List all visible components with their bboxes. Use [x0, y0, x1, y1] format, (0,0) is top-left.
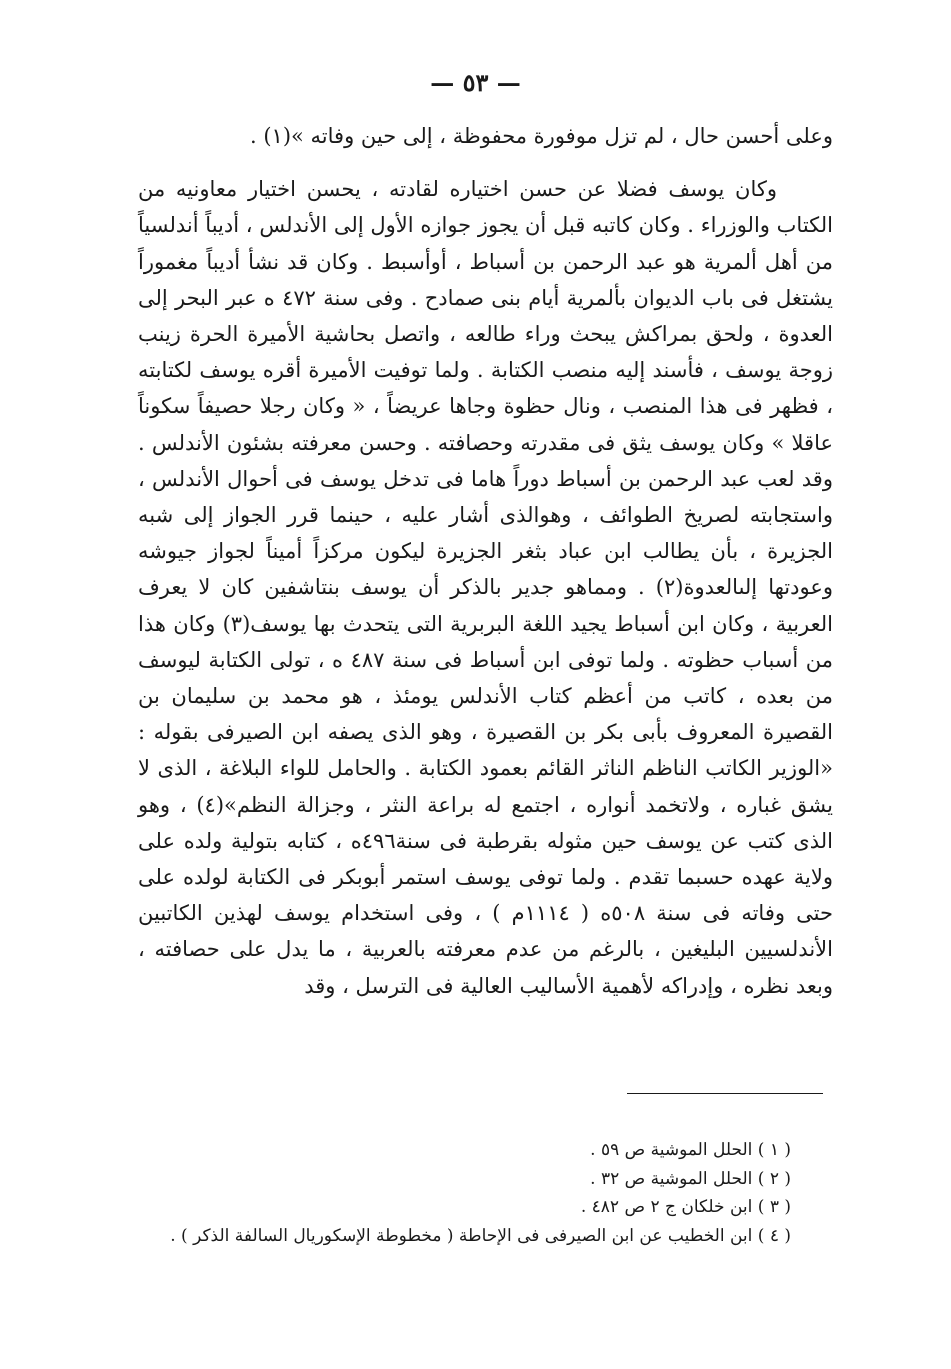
footnote-4: ( ٤ ) ابن الخطيب عن ابن الصيرفى فى الإحاطة ( مخطوطة الإسكوريال السالفة الذكر ) . [170, 1225, 791, 1246]
page-number: — ٥٣ — [430, 68, 521, 97]
paragraph-1: وعلى أحسن حال ، لم تزل موفورة محفوظة ، إلى حين وفاته »(١) . [250, 124, 833, 148]
footnote-1: ( ١ ) الحلل الموشية ص ٥٩ . [590, 1140, 791, 1160]
footnote-divider [627, 1093, 823, 1094]
paragraph-2: وكان يوسف فضلا عن حسن اختياره لقادته ، يحسن اختيار معاونيه من الكتاب والوزراء . وكان كاتبه قبل أن يجوز جوازه الأول إلى الأندلس ، أديباً أندلسياً من أهل ألمرية هو عبد الرحمن بن أسباط ، أوأسبط . وكان قد نشأ أديباً مغموراً يشتغل فى باب الديوان بألمرية أيام بنى صمادح . وفى سنة ٤٧٢ ه عبر البحر إلى العدوة ، ولحق بمراكش يبحث وراء طالعه ، واتصل بحاشية الأميرة الحرة زينب زوجة يوسف ، فأسند إليه منصب الكتابة . ولما توفيت الأميرة أقره يوسف لكتابته ، فظهر فى هذا المنصب ، ونال حظوة وجاها عريضاً ، « وكان رجلا حصيفاً سكوناً عاقلا » وكان يوسف يثق فى مقدرته وحصافته . وحسن معرفته بشئون الأندلس . وقد لعب عبد الرحمن بن أسباط دوراً هاما فى تدخل يوسف فى أحوال الأندلس ، واستجابته لصريخ الطوائف ، وهوالذى أشار عليه ، حينما قرر الجواز إلى شبه الجزيرة ، بأن يطالب ابن عباد بثغر الجزيرة ليكون مركزاً أميناً لجواز جيوشه وعودتها إلىالعدوة(٢) . ومماهو جدير بالذكر أن يوسف بنتاشفين كان لا يعرف العربية ، وكان ابن أسباط يجيد اللغة البربرية التى يتحدث بها يوسف(٣) وكان هذا من أسباب حظوته . ولما توفى ابن أسباط فى سنة ٤٨٧ ه ، تولى الكتابة ليوسف من بعده ، كاتب من أعظم كتاب الأندلس يومئذ ، هو محمد بن سليمان بن القصيرة المعروف بأبى بكر بن القصيرة ، وهو الذى يصفه ابن الصيرفى بقوله : «الوزير الكاتب الناظم الناثر القائم بعمود الكتابة . والحامل للواء البلاغة ، الذى لا يشق غباره ، ولاتخمد أنواره ، اجتمع له براعة النثر ، وجزالة النظم»(٤) ، وهو الذى كتب عن يوسف حين مثوله بقرطبة فى سنة٤٩٦ه ، كتابه بتولية ولده على ولاية عهده حسبما تقدم . ولما توفى يوسف استمر أبوبكر فى الكتابة لولده على حتى وفاته فى سنة ٥٠٨ه ( ١١١٤م ) ، وفى استخدام يوسف لهذين الكاتبين الأندلسيين البليغين ، بالرغم من عدم معرفته بالعربية ، ما يدل على حصافته ، وبعد نظره ، وإدراكه لأهمية الأساليب العالية فى الترسل ، وقد [138, 177, 834, 998]
body-text [138, 118, 833, 1004]
footnotes [151, 1136, 791, 1250]
footnote-3: ( ٣ ) ابن خلكان ج ٢ ص ٤٨٢ . [580, 1197, 791, 1217]
footnote-2: ( ٢ ) الحلل الموشية ص ٣٢ . [590, 1168, 791, 1189]
